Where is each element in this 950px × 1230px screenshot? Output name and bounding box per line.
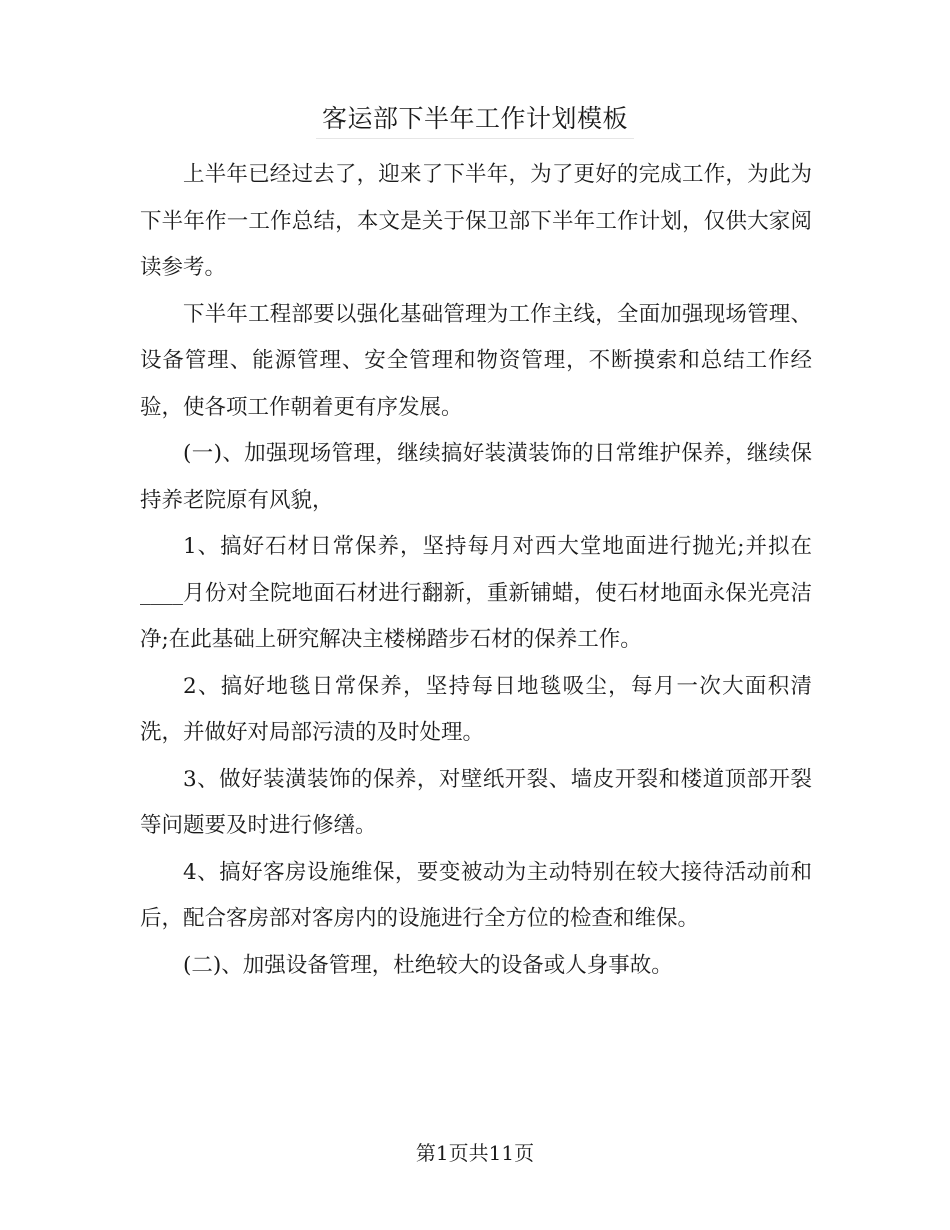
paragraph-section-2: (二)、加强设备管理，杜绝较大的设备或人身事故。: [183, 952, 673, 978]
document-body: [140, 152, 812, 989]
paragraph-item-4: 4、搞好客房设施维保，要变被动为主动特别在较大接待活动前和后，配合客房部对客房内的设施进行全方位的检查和维保。: [140, 859, 812, 931]
document-title: [0, 100, 950, 139]
paragraph-main-line: 下半年工程部要以强化基础管理为工作主线，全面加强现场管理、设备管理、能源管理、安全管理和物资管理，不断摸索和总结工作经验，使各项工作朝着更有序发展。: [140, 301, 812, 420]
page-number-footer: 第1页共11页: [415, 1141, 535, 1165]
paragraph-item-1: 1、搞好石材日常保养，坚持每月对西大堂地面进行抛光;并拟在____月份对全院地面石材进行翻新，重新铺蜡，使石材地面永保光亮洁净;在此基础上研究解决主楼梯踏步石材的保养工作。: [140, 534, 812, 652]
paragraph-section-1: (一)、加强现场管理，继续搞好装潢装饰的日常维护保养，继续保持养老院原有风貌，: [140, 441, 812, 513]
paragraph-item-3: 3、做好装潢装饰的保养，对壁纸开裂、墙皮开裂和楼道顶部开裂等问题要及时进行修缮。: [140, 766, 812, 838]
document-title-text: 客运部下半年工作计划模板: [316, 100, 634, 139]
paragraph-item-2: 2、搞好地毯日常保养，坚持每日地毯吸尘，每月一次大面积清洗，并做好对局部污渍的及时处理。: [140, 673, 812, 745]
paragraph-intro: 上半年已经过去了，迎来了下半年，为了更好的完成工作，为此为下半年作一工作总结，本文是关于保卫部下半年工作计划，仅供大家阅读参考。: [140, 162, 812, 280]
